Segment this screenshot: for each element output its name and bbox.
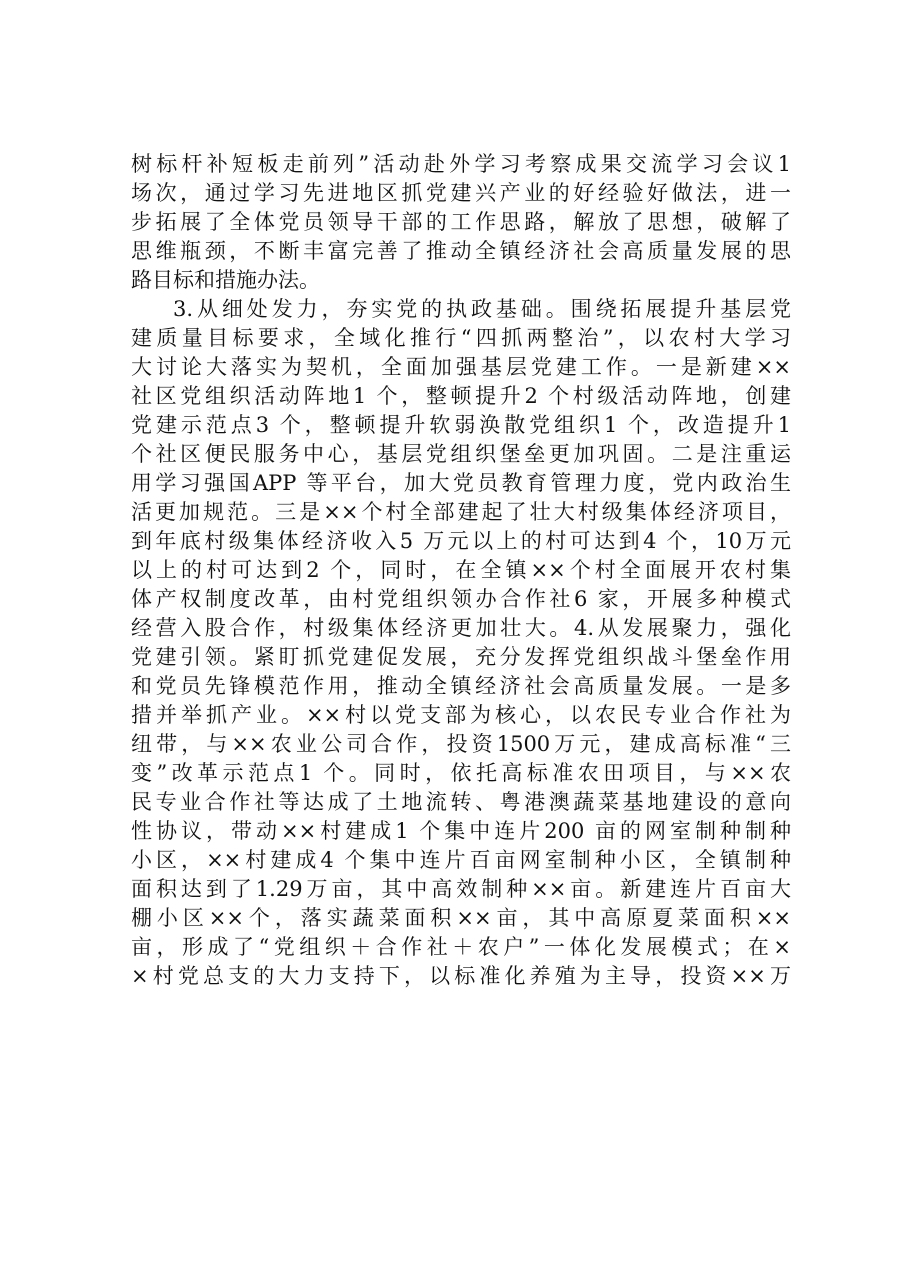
text-line: 经营入股合作，村级集体经济更加壮大。4.从发展聚力，强化 — [131, 616, 791, 640]
body-text — [131, 150, 791, 991]
text-line: 纽带，与××农业公司合作，投资1500万元，建成高标准“三 — [131, 732, 791, 756]
text-line: 到年底村级集体经济收入5 万元以上的村可达到4 个，10万元 — [131, 529, 791, 553]
text-line: 路目标和措施办法。 — [131, 268, 320, 292]
text-line: 亩，形成了“党组织＋合作社＋农户”一体化发展模式；在× — [131, 935, 791, 959]
text-line: 用学习强国APP 等平台，加大党员教育管理力度，党内政治生 — [131, 471, 791, 495]
text-line: 以上的村可达到2 个，同时，在全镇××个村全面展开农村集 — [131, 558, 791, 582]
text-line: 个社区便民服务中心，基层党组织堡垒更加巩固。二是注重运 — [131, 442, 791, 466]
text-line: 3.从细处发力，夯实党的执政基础。围绕拓展提升基层党 — [173, 297, 791, 321]
text-line: 党建引领。紧盯抓党建促发展，充分发挥党组织战斗堡垒作用 — [131, 645, 791, 669]
text-line: 社区党组织活动阵地1 个，整顿提升2 个村级活动阵地，创建 — [131, 384, 791, 408]
text-line: 棚小区××个，落实蔬菜面积××亩，其中高原夏菜面积×× — [131, 906, 791, 930]
text-line: 建质量目标要求，全域化推行“四抓两整治”，以农村大学习 — [131, 326, 791, 350]
text-line: 变”改革示范点1 个。同时，依托高标准农田项目，与××农 — [131, 761, 791, 785]
text-line: 思维瓶颈，不断丰富完善了推动全镇经济社会高质量发展的思 — [131, 239, 791, 263]
text-line: 场次，通过学习先进地区抓党建兴产业的好经验好做法，进一 — [131, 181, 791, 205]
text-line: 党建示范点3 个，整顿提升软弱涣散党组织1 个，改造提升1 — [131, 413, 791, 437]
text-line: 面积达到了1.29万亩，其中高效制种××亩。新建连片百亩大 — [131, 877, 791, 901]
text-line: 体产权制度改革，由村党组织领办合作社6 家，开展多种模式 — [131, 587, 791, 611]
text-line: 民专业合作社等达成了土地流转、粤港澳蔬菜基地建设的意向 — [131, 790, 791, 814]
text-line: 活更加规范。三是××个村全部建起了壮大村级集体经济项目， — [131, 500, 791, 524]
text-line: 树标杆补短板走前列”活动赴外学习考察成果交流学习会议1 — [131, 152, 791, 176]
text-line: 和党员先锋模范作用，推动全镇经济社会高质量发展。一是多 — [131, 674, 791, 698]
text-line: 措并举抓产业。××村以党支部为核心，以农民专业合作社为 — [131, 703, 791, 727]
text-line: 步拓展了全体党员领导干部的工作思路，解放了思想，破解了 — [131, 210, 791, 234]
text-line: 小区，××村建成4 个集中连片百亩网室制种小区，全镇制种 — [131, 848, 791, 872]
text-line: ×村党总支的大力支持下，以标准化养殖为主导，投资××万 — [131, 964, 791, 988]
text-line: 大讨论大落实为契机，全面加强基层党建工作。一是新建×× — [131, 355, 791, 379]
text-line: 性协议，带动××村建成1 个集中连片200 亩的网室制种制种 — [131, 819, 791, 843]
